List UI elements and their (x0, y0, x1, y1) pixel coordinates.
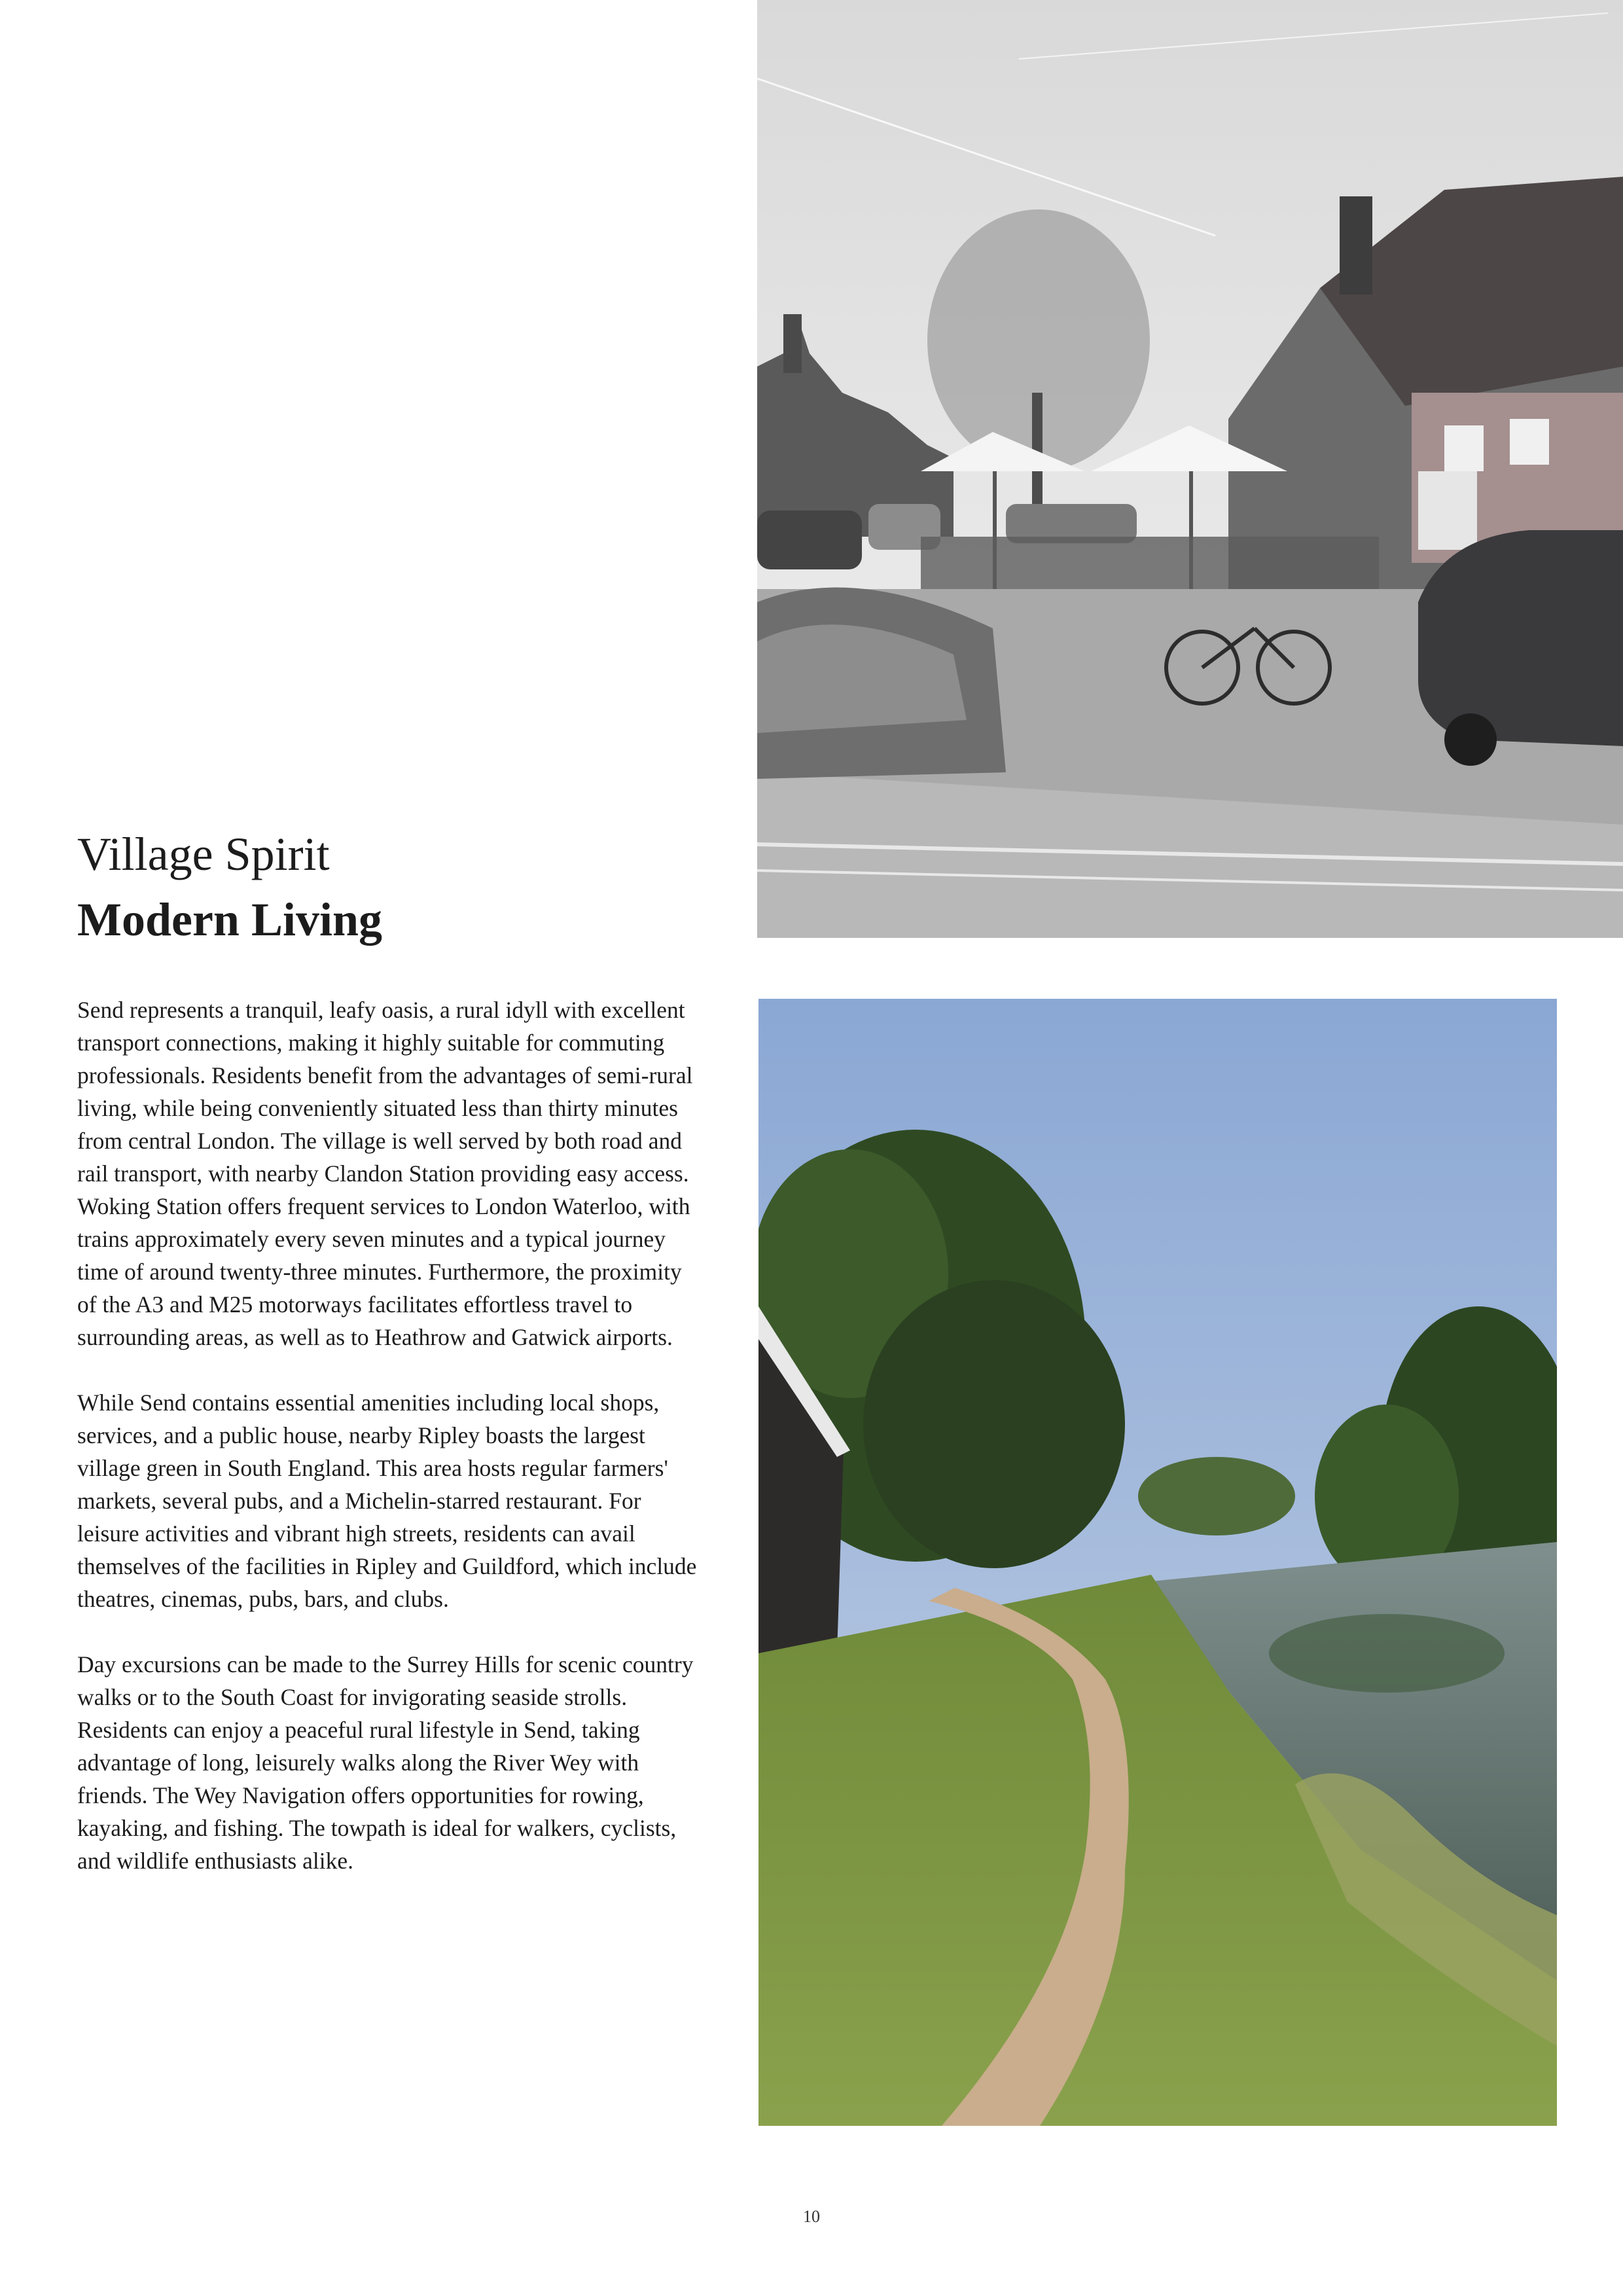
heading-line-2: Modern Living (77, 893, 383, 946)
body-text (77, 994, 705, 1910)
paragraph-leisure: Day excursions can be made to the Surrey Hills for scenic country walks or to the South Coast for invigorating seaside strolls. Residents can enjoy a peaceful rural lifestyle in Send, taking advantage of long, leisurely walks along the River Wey with friends. The Wey Navigation offers opportunities for rowing, kayaking, and fishing. The towpath is ideal for walkers, cyclists, and wildlife enthusiasts alike. (77, 1651, 694, 1874)
paragraph-transport: Send represents a tranquil, leafy oasis, a rural idyll with excellent transport connections, making it highly suitable for commuting professionals. Residents benefit from the advantages of semi-rural living, while being conveniently situated less than thirty minutes from central London. The village is well served by both road and rail transport, with nearby Clandon Station providing easy access. Woking Station offers frequent services to London Waterloo, with trains approximately every seven minutes and a typical journey time of around twenty-three minutes. Furthermore, the proximity of the A3 and M25 motorways facilitates effortless travel to surrounding areas, as well as to Heathrow and Gatwick airports. (77, 997, 693, 1350)
river-towpath-photo (758, 999, 1557, 2126)
village-street-photo (757, 0, 1623, 938)
section-heading (77, 821, 699, 952)
page-number: 10 (803, 2207, 820, 2226)
heading-line-1: Village Spirit (77, 828, 330, 880)
paragraph-amenities: While Send contains essential amenities including local shops, services, and a public house, nearby Ripley boasts the largest village green in South England. This area hosts regular farmers' markets, several pubs, and a Michelin-starred restaurant. For leisure activities and vibrant high streets, residents can avail themselves of the facilities in Ripley and Guildford, which include theatres, cinemas, pubs, bars, and clubs. (77, 1390, 697, 1612)
